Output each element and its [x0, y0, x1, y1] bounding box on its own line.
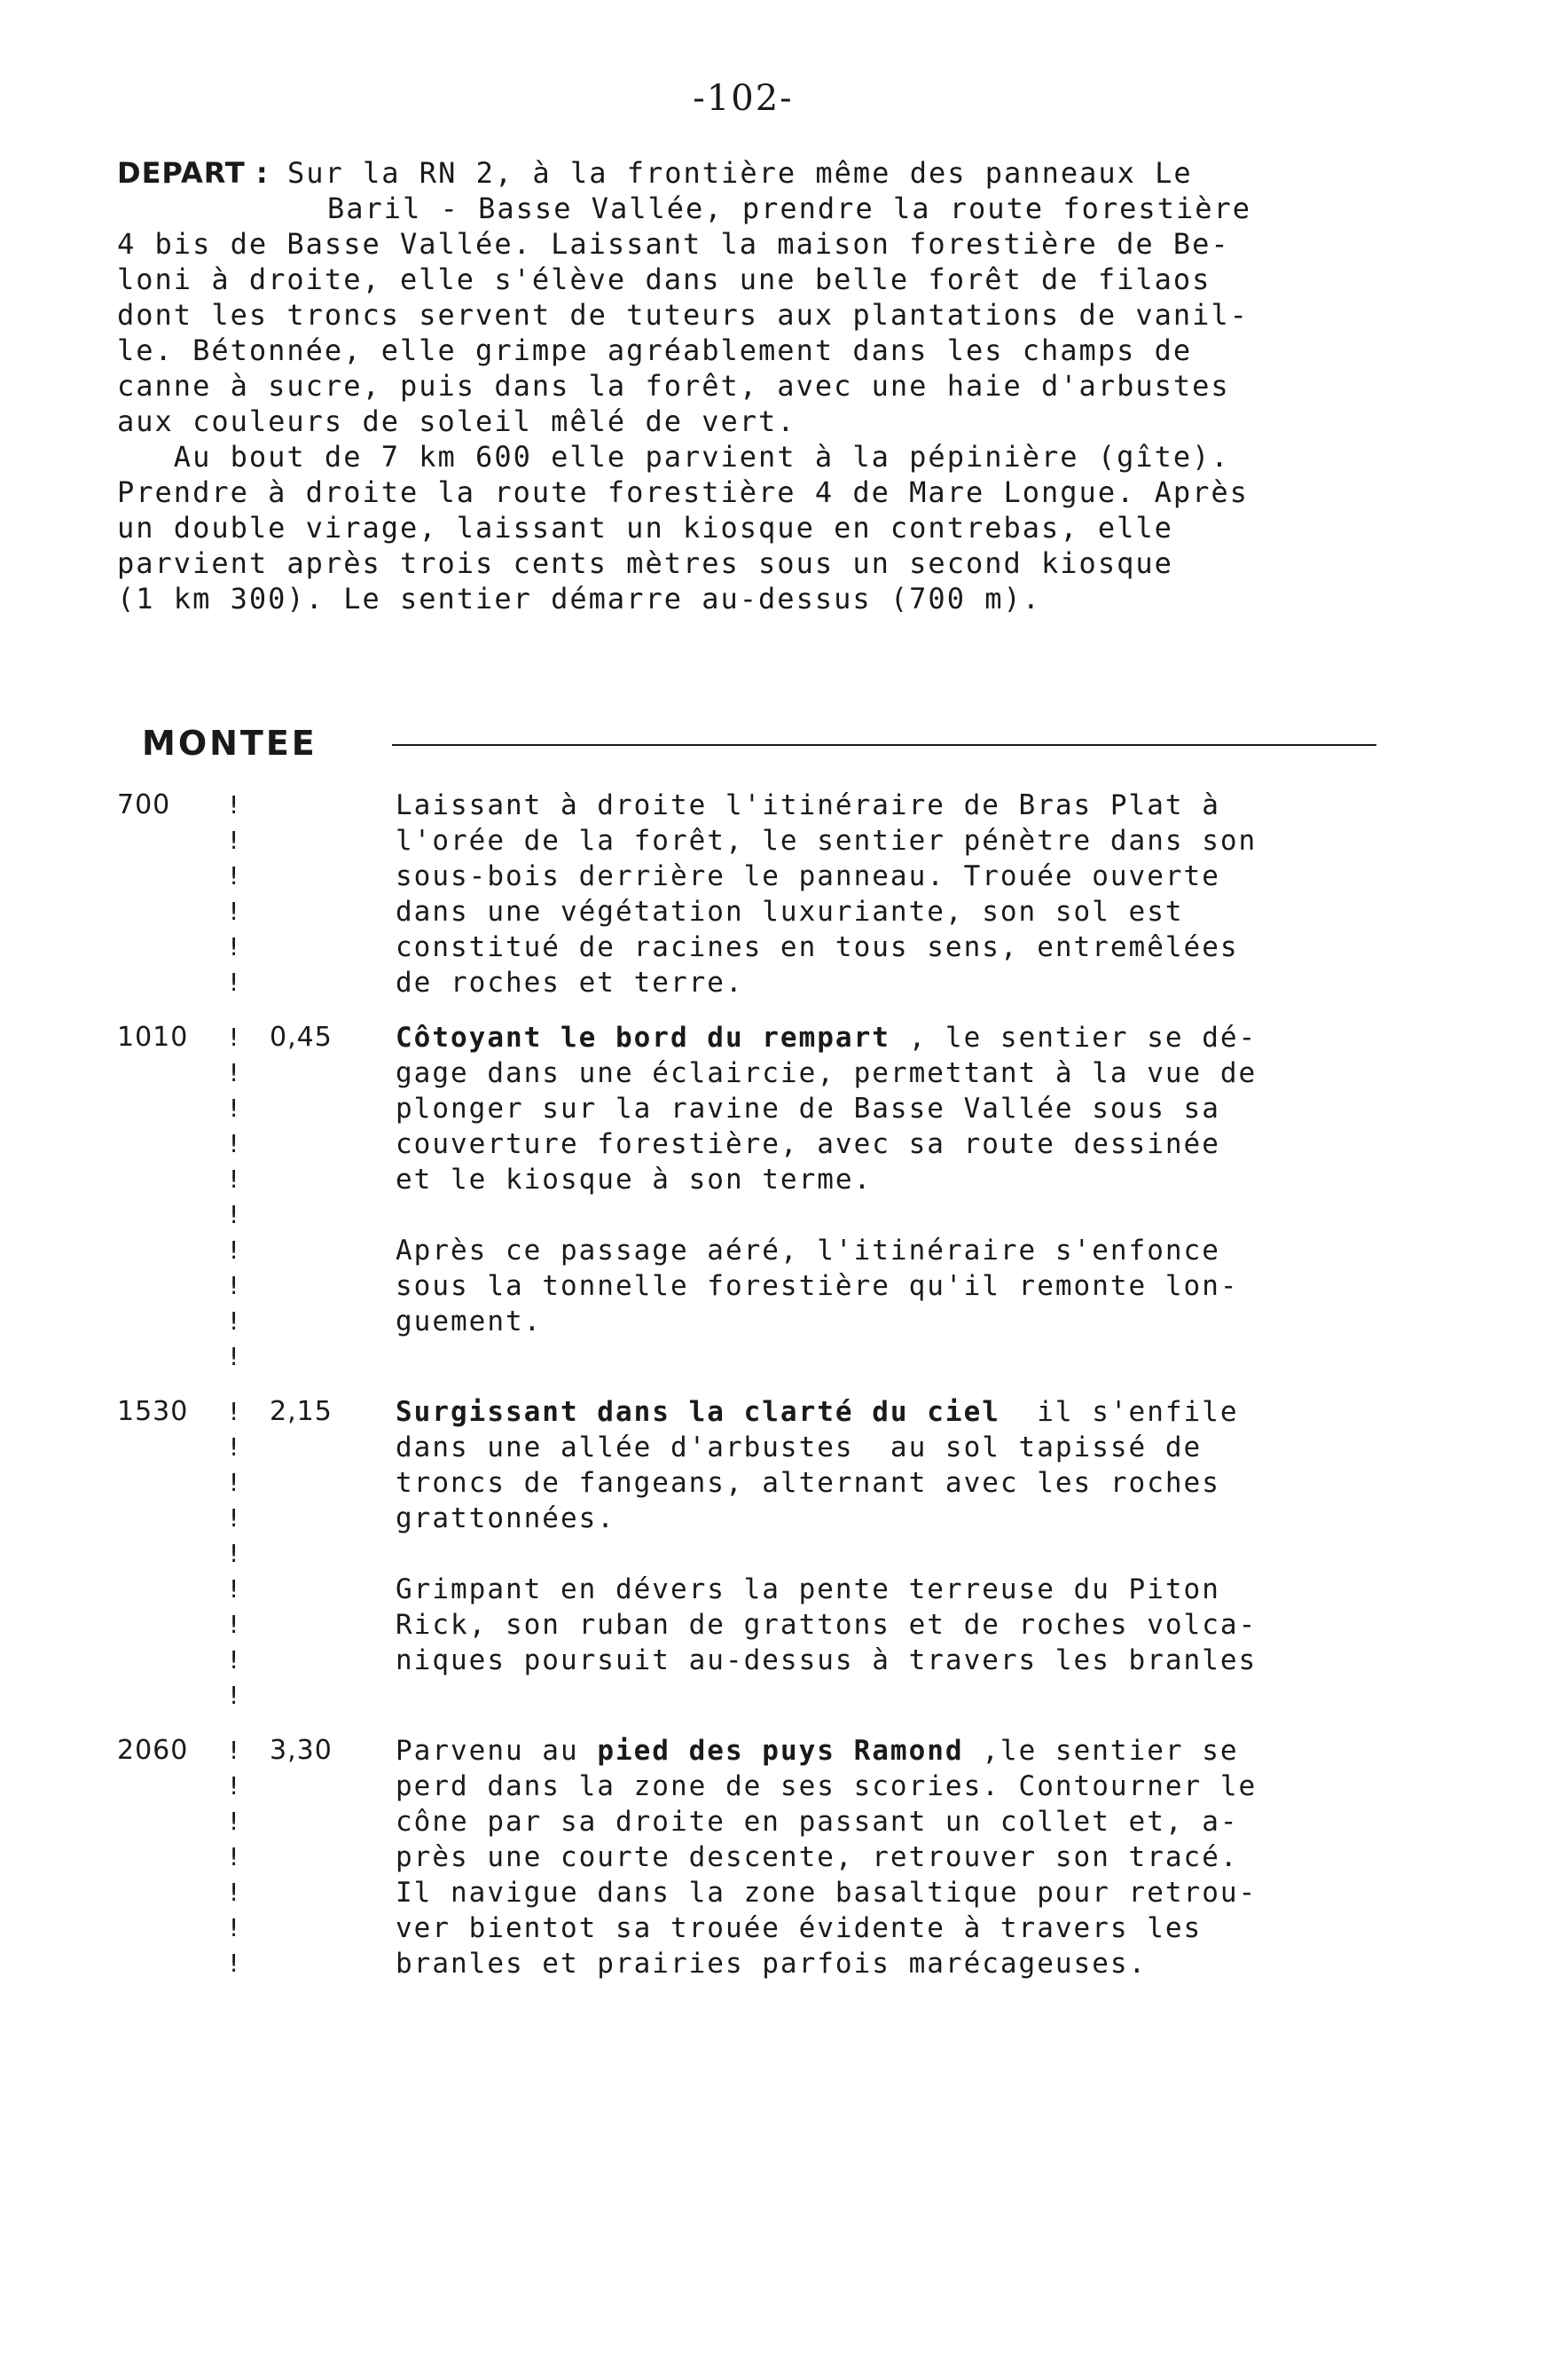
itinerary-entry — [117, 1394, 1412, 1714]
entry-keyword: Surgissant dans la clarté du ciel — [396, 1396, 1000, 1428]
entry-description — [396, 1733, 1412, 1981]
entry-description — [396, 1020, 1412, 1339]
entry-distance: 3,30 — [270, 1735, 333, 1766]
entry-separator-column: ! ! ! ! ! ! ! ! ! ! — [229, 1023, 239, 1371]
depart-line-2: 4 bis de Basse Vallée. Laissant la maison forestière de Be- — [117, 227, 1230, 261]
depart-line-8: Au bout de 7 km 600 elle parvient à la pépinière (gîte). — [117, 440, 1230, 474]
depart-line-11: parvient après trois cents mètres sous un second kiosque — [117, 546, 1173, 580]
section-header — [142, 724, 1376, 766]
entry-paragraph: Après ce passage aéré, l'itinéraire s'enfonce sous la tonnelle forestière qu'il remonte lon- guement. — [396, 1235, 1239, 1337]
entry-separator-column: ! ! ! ! ! ! ! ! ! — [229, 1397, 239, 1710]
depart-line-6: canne à sucre, puis dans la forêt, avec une haie d'arbustes — [117, 369, 1230, 403]
entry-paragraph: Laissant à droite l'itinéraire de Bras Plat à l'orée de la forêt, le sentier pénètre dans son sous-bois derrière le panneau. Trouée ouverte dans une végétation luxuriante, son sol est constitué de racines en tous sens, entremêlées de roches et terre. — [396, 789, 1258, 999]
entry-description — [396, 1394, 1412, 1678]
entry-description — [396, 788, 1412, 1000]
depart-line-4: dont les troncs servent de tuteurs aux plantations de vanil- — [117, 298, 1249, 332]
depart-line-5: le. Bétonnée, elle grimpe agréablement dans les champs de — [117, 333, 1193, 367]
entry-altitude: 2060 — [117, 1735, 189, 1766]
depart-line-1: Baril - Basse Vallée, prendre la route forestière — [327, 192, 1252, 225]
depart-line-7: aux couleurs de soleil mêlé de vert. — [117, 404, 796, 438]
entry-keyword: pied des puys Ramond — [597, 1735, 964, 1767]
itinerary-entries — [117, 788, 1412, 2001]
entry-distance: 2,15 — [270, 1396, 333, 1427]
entry-altitude: 700 — [117, 789, 171, 820]
itinerary-entry — [117, 788, 1412, 1000]
depart-line-12: (1 km 300). Le sentier démarre au-dessus (700 m). — [117, 582, 1042, 616]
section-title: MONTEE — [142, 724, 318, 763]
entry-paragraph: Côtoyant le bord du rempart , le sentier se dé- gage dans une éclaircie, permettant à la vue de plonger sur la ravine de Basse Vallée sous sa couverture forestière, avec sa route dessinée et le kiosque à son terme. — [396, 1022, 1258, 1196]
entry-distance: 0,45 — [270, 1022, 333, 1053]
depart-paragraph — [117, 155, 1412, 616]
itinerary-entry — [117, 1733, 1412, 1981]
depart-line-3: loni à droite, elle s'élève dans une belle forêt de filaos — [117, 263, 1211, 296]
entry-keyword: Côtoyant le bord du rempart — [396, 1022, 890, 1054]
entry-altitude: 1530 — [117, 1396, 189, 1427]
entry-separator-column: ! ! ! ! ! ! ! — [229, 1736, 239, 1978]
depart-line-0: DEPART : Sur la RN 2, à la frontière même des panneaux Le — [117, 156, 1193, 190]
entry-separator-column: ! ! ! ! ! ! — [229, 790, 239, 997]
section-rule — [392, 744, 1376, 746]
depart-label: DEPART : — [117, 156, 269, 190]
entry-paragraph: Surgissant dans la clarté du ciel il s'enfile dans une allée d'arbustes au sol tapissé de troncs de fangeans, alternant avec les roches grattonnées. — [396, 1396, 1239, 1534]
page-number: -102- — [693, 78, 794, 119]
entry-paragraph: Grimpant en dévers la pente terreuse du Piton Rick, son ruban de grattons et de roches volca- niques poursuit au-dessus à travers les branles — [396, 1573, 1258, 1676]
entry-altitude: 1010 — [117, 1022, 189, 1053]
depart-line-10: un double virage, laissant un kiosque en contrebas, elle — [117, 511, 1173, 545]
itinerary-entry — [117, 1020, 1412, 1375]
depart-line-9: Prendre à droite la route forestière 4 de Mare Longue. Après — [117, 475, 1249, 509]
entry-paragraph: Parvenu au pied des puys Ramond ,le sentier se perd dans la zone de ses scories. Contourner le cône par sa droite en passant un collet et, a- près une courte descente, retrouver son tracé. Il navigue dans la zone basaltique pour retrou- ver bientot sa trouée évidente à travers les branles et prairies parfois marécageuses. — [396, 1735, 1258, 1980]
